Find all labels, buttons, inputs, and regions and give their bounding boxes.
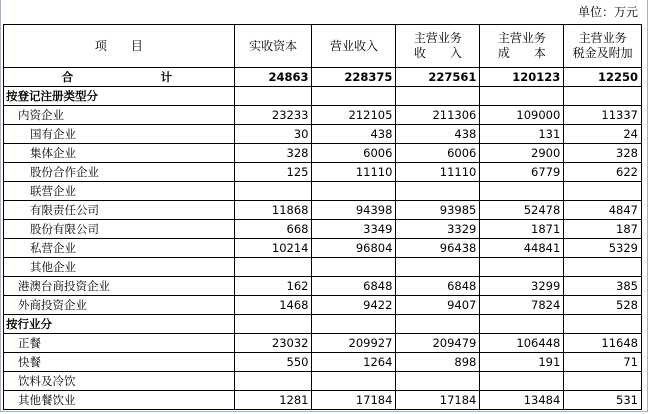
row-value: 4847 (564, 201, 642, 220)
row-value: 44841 (480, 239, 564, 258)
row-value: 11868 (234, 201, 312, 220)
row-value: 622 (564, 163, 642, 182)
row-label: 港澳台商投资企业 (4, 277, 235, 296)
row-value (234, 372, 312, 391)
row-value: 11648 (564, 334, 642, 353)
row-value (396, 258, 480, 277)
row-value: 1281 (234, 391, 312, 410)
row-value (312, 372, 396, 391)
row-value (396, 315, 480, 334)
row-value: 23032 (234, 334, 312, 353)
row-value: 106448 (480, 334, 564, 353)
row-value: 17184 (396, 391, 480, 410)
statistics-table (3, 24, 642, 410)
row-value: 10214 (234, 239, 312, 258)
table-row (4, 372, 642, 391)
row-value: 6779 (480, 163, 564, 182)
row-value: 668 (234, 220, 312, 239)
row-value: 227561 (396, 68, 480, 87)
row-value (480, 315, 564, 334)
row-value: 109000 (480, 106, 564, 125)
header-item: 项 目 (4, 25, 235, 68)
row-label: 外商投资企业 (4, 296, 235, 315)
table-row (4, 334, 642, 353)
row-value (234, 87, 312, 106)
row-value: 11110 (396, 163, 480, 182)
row-value: 228375 (312, 68, 396, 87)
row-value: 531 (564, 391, 642, 410)
row-value: 438 (312, 125, 396, 144)
header-paid-in-capital: 实收资本 (234, 25, 312, 68)
table-row (4, 220, 642, 239)
row-value (480, 87, 564, 106)
row-value: 9422 (312, 296, 396, 315)
row-value: 96438 (396, 239, 480, 258)
row-value: 1871 (480, 220, 564, 239)
row-value: 3349 (312, 220, 396, 239)
row-label: 其他企业 (4, 258, 235, 277)
row-value: 24 (564, 125, 642, 144)
row-label: 联营企业 (4, 182, 235, 201)
table-row (4, 353, 642, 372)
row-label: 正餐 (4, 334, 235, 353)
row-value: 6006 (396, 144, 480, 163)
row-value: 94398 (312, 201, 396, 220)
row-value: 191 (480, 353, 564, 372)
row-value: 2900 (480, 144, 564, 163)
table-row (4, 125, 642, 144)
table-row (4, 258, 642, 277)
row-value: 3299 (480, 277, 564, 296)
row-value (564, 87, 642, 106)
row-value (564, 258, 642, 277)
row-value: 528 (564, 296, 642, 315)
row-label: 集体企业 (4, 144, 235, 163)
row-value: 162 (234, 277, 312, 296)
row-label: 内资企业 (4, 106, 235, 125)
row-value: 120123 (480, 68, 564, 87)
total-row (4, 68, 642, 87)
row-value: 328 (564, 144, 642, 163)
row-value (234, 315, 312, 334)
row-label: 饮料及冷饮 (4, 372, 235, 391)
row-value: 96804 (312, 239, 396, 258)
table-row (4, 391, 642, 410)
row-value (480, 182, 564, 201)
row-value: 93985 (396, 201, 480, 220)
row-value: 125 (234, 163, 312, 182)
table-row (4, 182, 642, 201)
row-value: 328 (234, 144, 312, 163)
row-value: 30 (234, 125, 312, 144)
row-value: 131 (480, 125, 564, 144)
row-value: 11110 (312, 163, 396, 182)
table-row (4, 277, 642, 296)
row-value: 385 (564, 277, 642, 296)
header-main-revenue: 主营业务 收 入 (396, 25, 480, 68)
row-value: 23233 (234, 106, 312, 125)
row-value: 187 (564, 220, 642, 239)
row-value: 6848 (396, 277, 480, 296)
row-value: 52478 (480, 201, 564, 220)
row-value: 6006 (312, 144, 396, 163)
row-value: 211306 (396, 106, 480, 125)
table-row (4, 296, 642, 315)
row-value (480, 372, 564, 391)
row-label: 私营企业 (4, 239, 235, 258)
row-value (564, 315, 642, 334)
row-value (564, 182, 642, 201)
row-value: 438 (396, 125, 480, 144)
row-value (564, 372, 642, 391)
row-label: 国有企业 (4, 125, 235, 144)
table-body (4, 68, 642, 410)
header-main-cost: 主营业务 成 本 (480, 25, 564, 68)
row-label: 合 计 (4, 68, 235, 87)
row-label: 按行业分 (4, 315, 235, 334)
row-value (234, 258, 312, 277)
row-value (396, 372, 480, 391)
row-label: 按登记注册类型分 (4, 87, 235, 106)
row-label: 快餐 (4, 353, 235, 372)
row-value: 212105 (312, 106, 396, 125)
unit-label: 单位：万元 (577, 5, 638, 19)
row-value (312, 258, 396, 277)
table-row (4, 315, 642, 334)
row-value: 9407 (396, 296, 480, 315)
row-value: 11337 (564, 106, 642, 125)
row-value (312, 315, 396, 334)
row-value (234, 182, 312, 201)
row-value: 209479 (396, 334, 480, 353)
row-value: 1264 (312, 353, 396, 372)
header-main-tax: 主营业务 税金及附加 (564, 25, 642, 68)
row-value: 71 (564, 353, 642, 372)
row-value: 1468 (234, 296, 312, 315)
row-value: 7824 (480, 296, 564, 315)
table-row (4, 87, 642, 106)
table-row (4, 144, 642, 163)
row-value (480, 258, 564, 277)
row-value: 5329 (564, 239, 642, 258)
row-label: 股份有限公司 (4, 220, 235, 239)
row-value (396, 182, 480, 201)
row-value (396, 87, 480, 106)
row-value: 17184 (312, 391, 396, 410)
row-value: 550 (234, 353, 312, 372)
row-label: 其他餐饮业 (4, 391, 235, 410)
table-header (4, 25, 642, 68)
row-value: 13484 (480, 391, 564, 410)
row-value: 6848 (312, 277, 396, 296)
row-value: 24863 (234, 68, 312, 87)
table-row (4, 201, 642, 220)
table-row (4, 239, 642, 258)
table-row (4, 106, 642, 125)
row-value: 3329 (396, 220, 480, 239)
row-label: 股份合作企业 (4, 163, 235, 182)
header-operating-revenue: 营业收入 (312, 25, 396, 68)
row-value (312, 87, 396, 106)
row-value: 898 (396, 353, 480, 372)
table-row (4, 163, 642, 182)
row-value: 209927 (312, 334, 396, 353)
row-label: 有限责任公司 (4, 201, 235, 220)
row-value (312, 182, 396, 201)
row-value: 12250 (564, 68, 642, 87)
